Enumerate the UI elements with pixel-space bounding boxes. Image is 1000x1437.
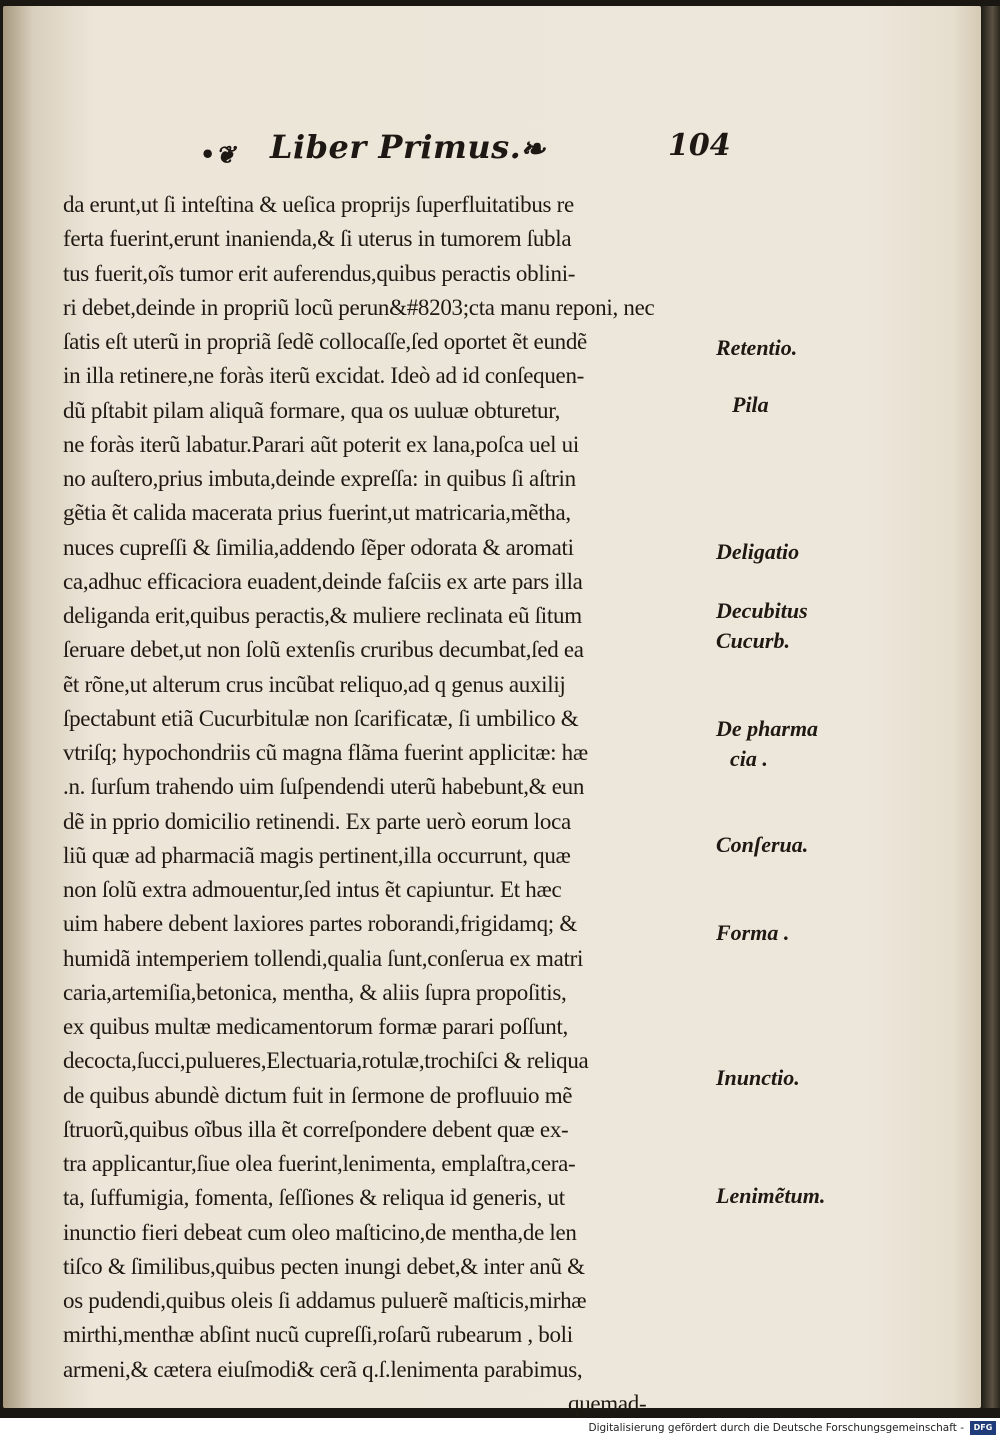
text-line: inunctio fieri debeat cum oleo maſticino,de mentha,de len — [63, 1219, 577, 1245]
text-line: de quibus abundè dictum fuit in ſermone de profluuio mẽ — [63, 1082, 573, 1108]
text-line: ca,adhuc efficaciora euadent,deinde faſciis ex arte pars illa — [63, 568, 583, 594]
text-line: ferta fuerint,erunt inanienda,& ſi uterus in tumorem ſubla — [63, 226, 572, 252]
text-line: ſpectabunt etiã Cucurbitulæ non ſcarificatæ, ſi umbilico & — [63, 705, 579, 731]
digitization-credit: Digitalisierung gefördert durch die Deutsche Forschungsgemeinschaft - — [588, 1422, 964, 1434]
marginal-note: De pharma — [716, 716, 819, 741]
text-line: uim habere debent laxiores partes roborandi,frigidamq; & — [63, 911, 577, 937]
text-line: da erunt,ut ſi inteſtina & ueſica proprijs ſuperfluitatibus re — [63, 192, 574, 217]
running-title: Liber Primus. — [270, 128, 522, 166]
marginal-note: Lenimẽtum. — [716, 1183, 826, 1208]
marginal-note: cia . — [730, 746, 768, 771]
text-line: in illa retinere,ne foràs iterũ excidat. Ideò ad id conſequen- — [63, 363, 585, 389]
text-line: os pudendi,quibus oleis ſi addamus puluerẽ maſticis,mirhæ — [63, 1288, 587, 1313]
marginal-note: Deligatio — [716, 539, 800, 564]
text-line: ex quibus multæ medicamentorum formæ parari poſſunt, — [63, 1014, 569, 1039]
text-line: ſtruorũ,quibus oĩbus illa ẽt correſpondere debent quæ ex- — [63, 1116, 569, 1142]
ornament-left-icon: •❦ — [200, 140, 236, 169]
text-line: ne foràs iterũ labatur.Parari aũt poterit ex lana,poſca uel ui — [63, 431, 579, 457]
text-line: gẽtia ẽt calida macerata prius fuerint,ut matricaria,mẽtha, — [63, 500, 571, 526]
marginal-note: Forma . — [716, 920, 790, 945]
page-edge — [981, 6, 1000, 1408]
catchword: quemad- — [568, 1390, 647, 1416]
page-number: 104 — [668, 128, 731, 163]
text-line: ta, ſuffumigia, fomenta, ſeſſiones & reliqua id generis, ut — [63, 1185, 565, 1211]
text-line: ſeruare debet,ut non ſolũ extenſis cruribus decumbat,ſed ea — [63, 637, 584, 663]
text-line: non ſolũ extra admouentur,ſed intus ẽt capiuntur. Et hæc — [63, 877, 562, 902]
text-line: ri debet,deinde in propriũ locũ perun&#8203;cta manu reponi, nec — [63, 294, 655, 320]
text-line: deliganda erit,quibus peractis,& muliere reclinata eũ ſitum — [63, 603, 582, 628]
text-line: humidã intemperiem tollendi,qualia ſunt,conſerua ex matri — [63, 945, 584, 971]
ornament-right-icon: ❧ — [520, 132, 546, 167]
marginal-note: Retentio. — [716, 335, 798, 360]
text-line: decocta,ſucci,pulueres,Electuaria,rotulæ,trochiſci & reliqua — [63, 1048, 589, 1074]
text-line: no auſtero,prius imbuta,deinde expreſſa: in quibus ſi aſtrin — [63, 466, 576, 491]
text-line: tiſco & ſimilibus,quibus pecten inungi debet,& inter anũ & — [63, 1253, 585, 1279]
text-line: ẽt rõne,ut alterum crus incũbat reliquo,ad q genus auxilij — [63, 671, 566, 697]
text-line: tus fuerit,oĩs tumor erit auferendus,quibus peractis oblini- — [63, 260, 576, 286]
text-line: dũ pſtabit pilam aliquã formare, qua os uuluæ obturetur, — [63, 397, 561, 423]
marginal-note: Conſerua. — [716, 832, 809, 857]
marginal-note: Inunctio. — [716, 1065, 800, 1090]
body-text — [63, 188, 713, 1421]
running-header — [200, 128, 730, 178]
text-line: armeni,& cætera eiuſmodi& cerã q.ſ.lenimenta parabimus, — [63, 1356, 583, 1382]
text-line: tra applicantur,ſiue olea fuerint,lenimenta, emplaſtra,cera- — [63, 1151, 576, 1176]
text-line: liũ quæ ad pharmaciã magis pertinent,illa occurrunt, quæ — [63, 842, 571, 868]
marginal-note: Cucurb. — [716, 628, 790, 653]
text-line: ſatis eſt uterũ in propriã ſedẽ collocaſſe,ſed oportet ẽt eundẽ — [63, 329, 587, 354]
text-line: caria,artemiſia,betonica, mentha, & aliis ſupra propoſitis, — [63, 979, 567, 1005]
text-line: vtriſq; hypochondriis cũ magna flãma fuerint applicitæ: hæ — [63, 740, 588, 765]
text-line: nuces cupreſſi & ſimilia,addendo ſẽper odorata & aromati — [63, 534, 574, 560]
text-line: .n. ſurſum trahendo uim ſuſpendendi uterũ habebunt,& eun — [63, 774, 585, 800]
marginal-note: Decubitus — [716, 598, 808, 623]
text-line: dẽ in pprio domicilio retinendi. Ex parte uerò eorum loca — [63, 808, 571, 834]
text-line: mirthi,menthæ abſint nucũ cupreſſi,roſarũ rubearum , boli — [63, 1322, 573, 1348]
dfg-logo: DFG — [970, 1421, 996, 1435]
marginal-note: Pila — [732, 392, 769, 417]
